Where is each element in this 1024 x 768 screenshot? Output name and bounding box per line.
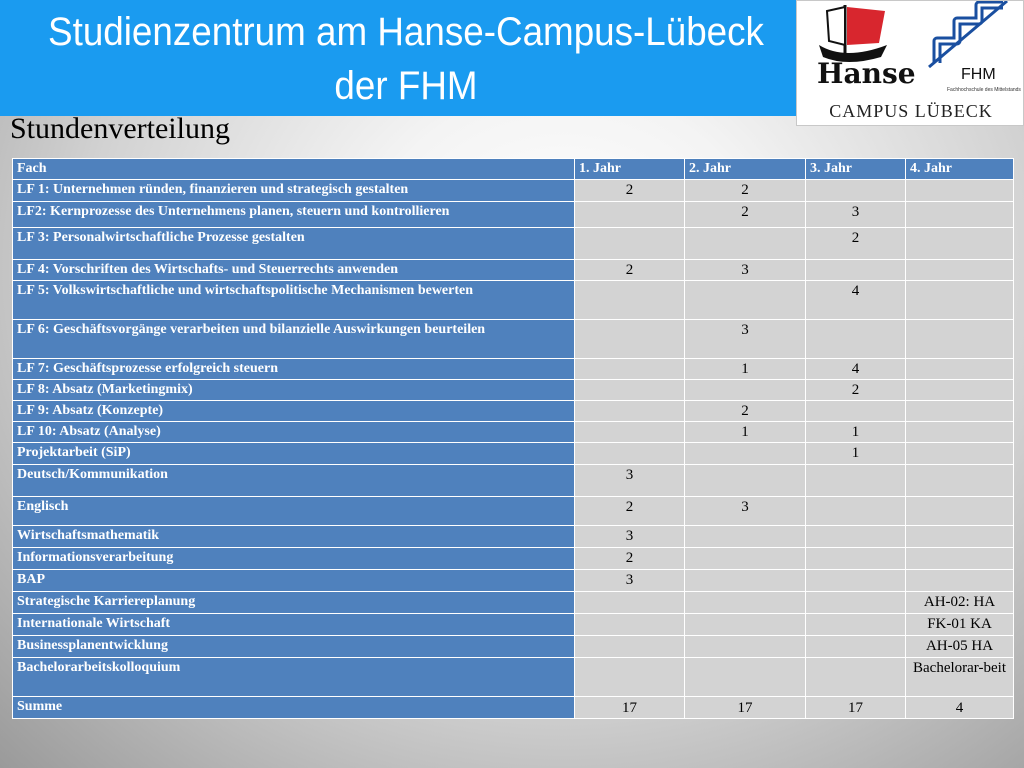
section-heading: Stundenverteilung — [10, 112, 230, 145]
hours-cell-year-3 — [806, 592, 906, 614]
hours-cell-year-2 — [685, 465, 806, 497]
hours-cell-year-4 — [906, 202, 1014, 228]
campus-caption: CAMPUS LÜBECK — [829, 101, 993, 121]
hours-cell-year-1 — [575, 202, 685, 228]
hours-cell-year-3 — [806, 636, 906, 658]
subject-cell: Bachelorarbeitskolloquium — [13, 658, 575, 697]
subject-cell: LF 7: Geschäftsprozesse erfolgreich steuern — [13, 359, 575, 380]
hours-cell-year-2: 3 — [685, 260, 806, 281]
hours-cell-year-3 — [806, 526, 906, 548]
hours-cell-year-3: 2 — [806, 380, 906, 401]
hours-cell-year-2 — [685, 281, 806, 320]
table-header-row — [13, 159, 1014, 180]
hours-cell-year-4 — [906, 260, 1014, 281]
hours-cell-year-1 — [575, 359, 685, 380]
hours-cell-year-1: 3 — [575, 465, 685, 497]
hours-cell-year-2: 3 — [685, 320, 806, 359]
table-row — [13, 401, 1014, 422]
hours-cell-year-2 — [685, 526, 806, 548]
hours-cell-year-1 — [575, 636, 685, 658]
hanse-ship-icon — [819, 5, 887, 62]
table-row — [13, 422, 1014, 443]
table-row — [13, 228, 1014, 260]
hours-cell-year-2: 2 — [685, 202, 806, 228]
hours-cell-year-4 — [906, 526, 1014, 548]
subject-cell: LF 9: Absatz (Konzepte) — [13, 401, 575, 422]
hours-cell-year-2: 1 — [685, 422, 806, 443]
hours-cell-year-2 — [685, 548, 806, 570]
table-row — [13, 260, 1014, 281]
subject-cell: Projektarbeit (SiP) — [13, 443, 575, 465]
table-row — [13, 497, 1014, 526]
subject-cell: Businessplanentwicklung — [13, 636, 575, 658]
table-row — [13, 380, 1014, 401]
table-row — [13, 180, 1014, 202]
hours-cell-year-3: 3 — [806, 202, 906, 228]
hours-cell-year-2 — [685, 443, 806, 465]
subject-cell: Wirtschaftsmathematik — [13, 526, 575, 548]
hours-cell-year-4: AH-02: HA — [906, 592, 1014, 614]
hours-cell-year-1 — [575, 422, 685, 443]
hours-cell-year-4: Bachelorar-beit — [906, 658, 1014, 697]
subject-cell: Strategische Karriereplanung — [13, 592, 575, 614]
table-row — [13, 570, 1014, 592]
column-header-year-3: 3. Jahr — [806, 159, 906, 180]
hours-cell-year-1: 2 — [575, 548, 685, 570]
sum-cell-year-2: 17 — [685, 697, 806, 719]
hours-cell-year-1 — [575, 443, 685, 465]
fhm-emblem-icon — [929, 1, 1007, 67]
hours-cell-year-1 — [575, 592, 685, 614]
hours-cell-year-3 — [806, 320, 906, 359]
table-row — [13, 465, 1014, 497]
table-row — [13, 636, 1014, 658]
subject-cell: LF2: Kernprozesse des Unternehmens planen, steuern und kontrollieren — [13, 202, 575, 228]
hours-cell-year-4 — [906, 548, 1014, 570]
hours-cell-year-1 — [575, 380, 685, 401]
hours-cell-year-4 — [906, 497, 1014, 526]
hours-cell-year-1: 3 — [575, 570, 685, 592]
hours-cell-year-3 — [806, 401, 906, 422]
hours-cell-year-4 — [906, 465, 1014, 497]
hours-cell-year-1: 2 — [575, 260, 685, 281]
hours-cell-year-2: 2 — [685, 180, 806, 202]
subject-cell: LF 4: Vorschriften des Wirtschafts- und Steuerrechts anwenden — [13, 260, 575, 281]
hours-cell-year-4 — [906, 422, 1014, 443]
hours-cell-year-4 — [906, 570, 1014, 592]
subject-cell: Internationale Wirtschaft — [13, 614, 575, 636]
hours-cell-year-4: FK-01 KA — [906, 614, 1014, 636]
page-title-line-1: Studienzentrum am Hanse-Campus-Lübeck — [48, 10, 764, 54]
column-header-year-2: 2. Jahr — [685, 159, 806, 180]
subject-cell: LF 5: Volkswirtschaftliche und wirtschaftspolitische Mechanismen bewerten — [13, 281, 575, 320]
hours-cell-year-2: 3 — [685, 497, 806, 526]
campus-logo — [796, 0, 1024, 126]
hours-cell-year-3: 4 — [806, 359, 906, 380]
hours-cell-year-3 — [806, 180, 906, 202]
subject-cell: BAP — [13, 570, 575, 592]
column-header-fach: Fach — [13, 159, 575, 180]
subject-cell: LF 6: Geschäftsvorgänge verarbeiten und bilanzielle Auswirkungen beurteilen — [13, 320, 575, 359]
hours-cell-year-4 — [906, 380, 1014, 401]
title-banner — [0, 0, 796, 116]
hours-cell-year-4 — [906, 401, 1014, 422]
hours-cell-year-1 — [575, 401, 685, 422]
table-row — [13, 658, 1014, 697]
sum-row — [13, 697, 1014, 719]
subject-cell: LF 10: Absatz (Analyse) — [13, 422, 575, 443]
fhm-logo-subtext: Fachhochschule des Mittelstands — [947, 87, 1021, 93]
hanse-fhm-logo-graphic — [797, 1, 1024, 101]
page-title-line-2: der FHM — [334, 64, 478, 108]
hours-table — [12, 158, 1014, 719]
table-row — [13, 443, 1014, 465]
subject-cell: Informationsverarbeitung — [13, 548, 575, 570]
table-row — [13, 614, 1014, 636]
hours-cell-year-3: 2 — [806, 228, 906, 260]
subject-cell: Deutsch/Kommunikation — [13, 465, 575, 497]
hours-cell-year-3 — [806, 260, 906, 281]
hours-cell-year-3 — [806, 570, 906, 592]
table-row — [13, 281, 1014, 320]
hours-cell-year-3 — [806, 658, 906, 697]
table-row — [13, 320, 1014, 359]
hours-cell-year-1 — [575, 228, 685, 260]
hours-cell-year-2 — [685, 636, 806, 658]
table-row — [13, 202, 1014, 228]
sum-cell-year-4: 4 — [906, 697, 1014, 719]
hours-cell-year-1: 2 — [575, 180, 685, 202]
subject-cell: LF 3: Personalwirtschaftliche Prozesse gestalten — [13, 228, 575, 260]
hours-cell-year-4: AH-05 HA — [906, 636, 1014, 658]
hours-cell-year-3: 1 — [806, 443, 906, 465]
hours-cell-year-2 — [685, 658, 806, 697]
subject-cell: LF 1: Unternehmen ründen, finanzieren und strategisch gestalten — [13, 180, 575, 202]
hours-cell-year-3 — [806, 548, 906, 570]
hours-cell-year-4 — [906, 228, 1014, 260]
subject-cell: Englisch — [13, 497, 575, 526]
hours-cell-year-3 — [806, 465, 906, 497]
column-header-year-1: 1. Jahr — [575, 159, 685, 180]
table-row — [13, 526, 1014, 548]
hours-cell-year-2: 2 — [685, 401, 806, 422]
hours-cell-year-2: 1 — [685, 359, 806, 380]
column-header-year-4: 4. Jahr — [906, 159, 1014, 180]
hours-cell-year-1: 2 — [575, 497, 685, 526]
hours-cell-year-1 — [575, 281, 685, 320]
table-row — [13, 359, 1014, 380]
hours-cell-year-1 — [575, 658, 685, 697]
hours-cell-year-2 — [685, 592, 806, 614]
hours-cell-year-4 — [906, 320, 1014, 359]
fhm-logo-text: FHM — [961, 66, 996, 83]
hours-cell-year-3: 4 — [806, 281, 906, 320]
sum-cell-year-3: 17 — [806, 697, 906, 719]
hours-cell-year-2 — [685, 570, 806, 592]
sum-label: Summe — [13, 697, 575, 719]
hours-cell-year-3: 1 — [806, 422, 906, 443]
hours-cell-year-4 — [906, 359, 1014, 380]
hours-cell-year-1 — [575, 614, 685, 636]
hours-cell-year-2 — [685, 614, 806, 636]
subject-cell: LF 8: Absatz (Marketingmix) — [13, 380, 575, 401]
hanse-logo-text: Hanse — [817, 57, 916, 90]
sum-cell-year-1: 17 — [575, 697, 685, 719]
hours-cell-year-3 — [806, 497, 906, 526]
hours-cell-year-2 — [685, 228, 806, 260]
hours-cell-year-4 — [906, 180, 1014, 202]
hours-cell-year-4 — [906, 443, 1014, 465]
hours-cell-year-1 — [575, 320, 685, 359]
hours-cell-year-2 — [685, 380, 806, 401]
table-row — [13, 592, 1014, 614]
hours-cell-year-1: 3 — [575, 526, 685, 548]
hours-cell-year-4 — [906, 281, 1014, 320]
table-row — [13, 548, 1014, 570]
hours-cell-year-3 — [806, 614, 906, 636]
